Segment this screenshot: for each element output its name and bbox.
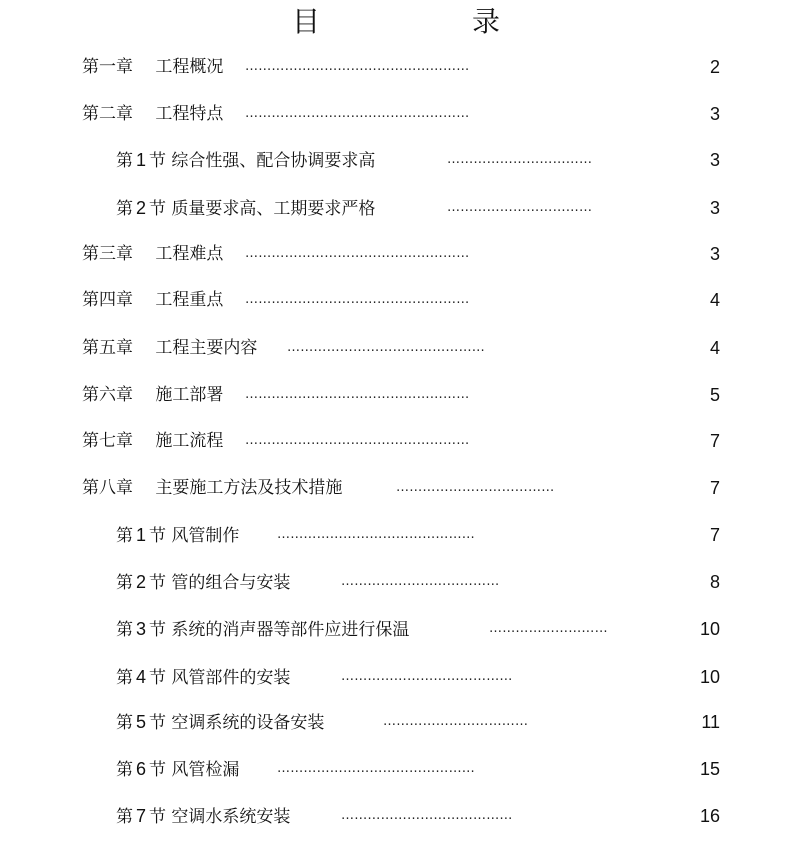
toc-section-number: 7 [136,806,147,826]
toc-dots: ……………………………… [396,480,555,495]
toc-entry-section-8-5[interactable] [0,707,792,737]
toc-dots: …………………………… [383,714,529,729]
toc-entry-section-8-7[interactable] [0,801,792,831]
toc-entry-chapter-8[interactable] [0,473,792,503]
toc-suffix: 节 [149,807,167,827]
toc-section-number: 5 [136,712,147,732]
toc-entry-label [82,426,223,456]
toc-section-number: 6 [136,759,147,779]
toc-entry-chapter-6[interactable] [0,380,792,410]
toc-page-number: 5 [709,385,720,405]
toc-prefix: 第 [116,199,133,219]
toc-page-number: 8 [709,572,720,592]
toc-prefix: 第 [116,151,133,171]
toc-dots: ……………………… [489,621,608,636]
toc-page-number: 3 [709,198,720,218]
toc-dots: ……………………………………… [277,761,475,776]
toc-entry-label [116,145,375,176]
toc-entry-label [116,567,290,598]
toc-entry-chapter-1[interactable] [0,52,792,82]
toc-prefix: 第 [116,713,133,733]
toc-entry-label [116,707,324,738]
toc-prefix: 第 [116,526,133,546]
toc-suffix: 节 [149,620,167,640]
toc-text: 质量要求高、工期要求严格 [171,199,376,219]
toc-prefix: 第 [116,807,133,827]
toc-page-number: 3 [709,244,720,264]
toc-dots: …………………………………………… [245,292,470,307]
toc-entry-label [116,520,239,551]
toc-text: 工程难点 [155,244,224,264]
toc-suffix: 节 [149,668,167,688]
toc-text: 工程特点 [155,104,224,124]
toc-entry-chapter-5[interactable] [0,333,792,363]
toc-page-number: 4 [709,338,720,358]
toc-page-number: 7 [709,525,720,545]
toc-entry-section-2-2[interactable] [0,193,792,223]
toc-prefix: 第七章 [82,431,133,451]
toc-suffix: 节 [149,573,167,593]
toc-entry-label [116,662,290,693]
toc-section-number: 1 [136,150,147,170]
toc-entry-label [116,754,239,785]
toc-text: 工程重点 [155,290,224,310]
toc-prefix: 第八章 [82,478,133,498]
toc-section-number: 1 [136,525,147,545]
toc-dots: ……………………………… [341,574,500,589]
toc-entry-chapter-7[interactable] [0,426,792,456]
toc-entry-section-8-6[interactable] [0,754,792,784]
toc-entry-section-8-1[interactable] [0,520,792,550]
toc-entry-label [82,473,342,503]
toc-entry-label [116,193,375,224]
toc-page-number: 3 [709,150,720,170]
toc-suffix: 节 [149,760,167,780]
toc-text: 施工部署 [155,385,224,405]
toc-text: 工程概况 [155,57,224,77]
toc-entry-label [82,239,223,269]
toc-dots: ……………………………………… [277,527,475,542]
toc-section-number: 3 [136,619,147,639]
toc-entry-label [82,99,223,129]
toc-dots: ………………………………… [341,669,513,684]
toc-dots: …………………………………………… [245,387,470,402]
toc-suffix: 节 [149,713,167,733]
toc-entry-section-2-1[interactable] [0,145,792,175]
toc-dots: ………………………………… [341,808,513,823]
toc-dots: ……………………………………… [287,340,485,355]
toc-entry-section-8-4[interactable] [0,662,792,692]
toc-prefix: 第 [116,668,133,688]
toc-prefix: 第 [116,573,133,593]
toc-entry-label [82,333,257,363]
toc-text: 系统的消声器等部件应进行保温 [171,620,410,640]
toc-text: 主要施工方法及技术措施 [155,478,343,498]
toc-dots: …………………………………………… [245,59,470,74]
toc-text: 风管检漏 [171,760,240,780]
toc-prefix: 第 [116,620,133,640]
toc-page-number: 7 [709,478,720,498]
toc-prefix: 第六章 [82,385,133,405]
toc-dots: …………………………… [447,152,593,167]
toc-entry-chapter-3[interactable] [0,239,792,269]
toc-text: 空调系统的设备安装 [171,713,325,733]
toc-dots: …………………………………………… [245,246,470,261]
toc-text: 风管部件的安装 [171,668,291,688]
toc-page-number: 10 [699,619,720,639]
toc-page-number: 11 [701,712,720,732]
toc-text: 工程主要内容 [155,338,258,358]
toc-text: 空调水系统安装 [171,807,291,827]
toc-page-number: 15 [699,759,720,779]
toc-page-number: 10 [699,667,720,687]
toc-page-number: 3 [709,104,720,124]
toc-text: 管的组合与安装 [171,573,291,593]
toc-section-number: 2 [136,198,147,218]
toc-entry-section-8-3[interactable] [0,614,792,644]
toc-dots: …………………………………………… [245,106,470,121]
toc-entry-label [116,801,290,832]
toc-page-number: 2 [709,57,720,77]
toc-prefix: 第二章 [82,104,133,124]
toc-suffix: 节 [149,151,167,171]
toc-section-number: 2 [136,572,147,592]
toc-page-number: 16 [699,806,720,826]
toc-entry-label [116,614,409,645]
toc-text: 施工流程 [155,431,224,451]
toc-entry-chapter-2[interactable] [0,99,792,129]
toc-page-number: 7 [709,431,720,451]
toc-entry-label [82,52,223,82]
toc-entry-section-8-2[interactable] [0,567,792,597]
toc-section-number: 4 [136,667,147,687]
toc-dots: …………………………… [447,200,593,215]
toc-text: 综合性强、配合协调要求高 [171,151,376,171]
toc-entry-label [82,285,223,315]
toc-suffix: 节 [149,199,167,219]
toc-text: 风管制作 [171,526,240,546]
toc-prefix: 第一章 [82,57,133,77]
toc-dots: …………………………………………… [245,433,470,448]
toc-entry-label [82,380,223,410]
toc-title: 目 录 [291,5,562,38]
toc-prefix: 第 [116,760,133,780]
toc-prefix: 第五章 [82,338,133,358]
toc-suffix: 节 [149,526,167,546]
toc-page-number: 4 [709,290,720,310]
toc-prefix: 第四章 [82,290,133,310]
toc-entry-chapter-4[interactable] [0,285,792,315]
toc-prefix: 第三章 [82,244,133,264]
